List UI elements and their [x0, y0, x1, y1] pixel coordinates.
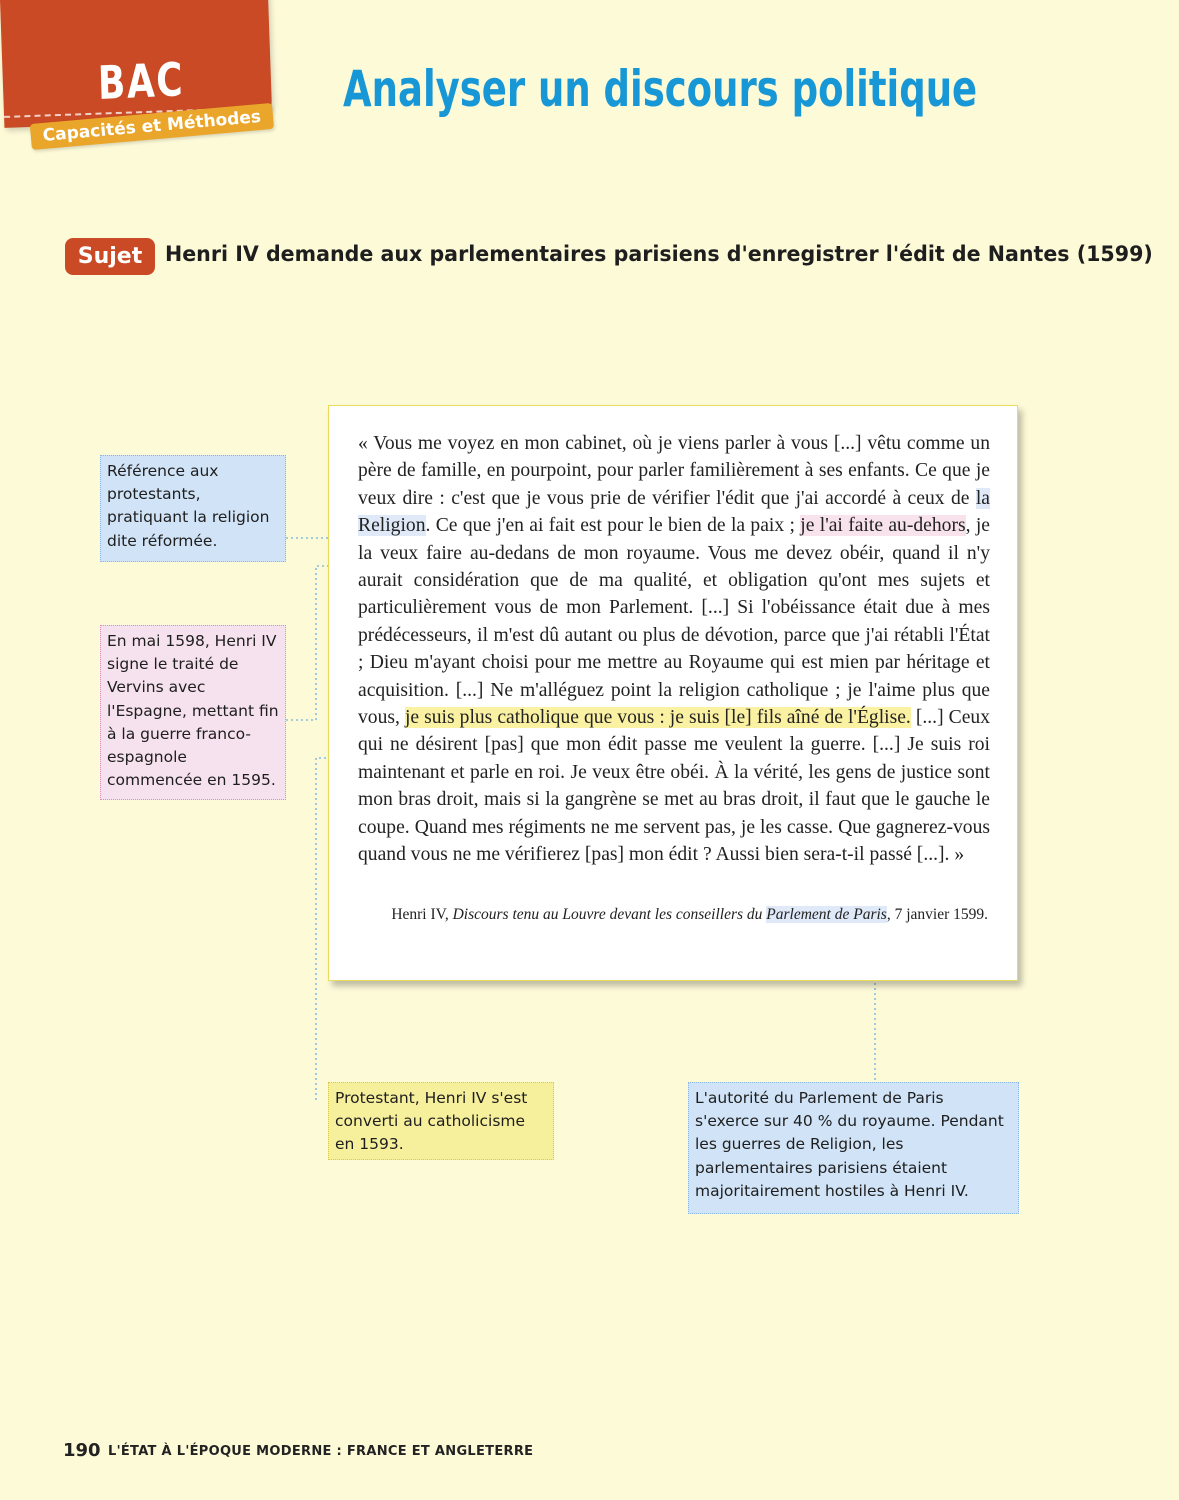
note-vervins: En mai 1598, Henri IV signe le traité de Vervins avec l'Espagne, mettant fin à la guerre franco-espagnole commencée en 1595. — [100, 625, 286, 800]
highlight-dehors: je l'ai faite au-dehors — [800, 515, 966, 537]
highlight-religion: la Religion — [358, 487, 990, 537]
quote-box — [328, 405, 1018, 981]
source-author: Henri IV, — [391, 906, 453, 923]
source-date: , 7 janvier 1599. — [886, 906, 988, 923]
note-parlement: L'autorité du Parlement de Paris s'exerce sur 40 % du royaume. Pendant les guerres de Religion, les parlementaires parisiens étaient majoritairement hostiles à Henri IV. — [688, 1082, 1019, 1214]
methods-ribbon: Capacités et Méthodes — [30, 103, 274, 150]
quote-text — [358, 430, 990, 869]
page-number: 190 — [63, 1440, 101, 1461]
source-title: Discours tenu au Louvre devant les conseillers du — [452, 906, 767, 923]
note-converti: Protestant, Henri IV s'est converti au catholicisme en 1593. — [328, 1082, 554, 1160]
highlight-catholique: je suis plus catholique que vous : je suis [le] fils aîné de l'Église. — [404, 707, 911, 729]
chapter-title: L'ÉTAT À L'ÉPOQUE MODERNE : FRANCE ET ANGLETERRE — [108, 1444, 534, 1459]
page-title: Analyser un discours politique — [343, 60, 978, 118]
bac-label: BAC — [97, 52, 185, 110]
quote-part: , je la veux faire au-dedans de mon royaume. Vous me devez obéir, quand il n'y aurait considération que de ma qualité, et obligation qu'ont mes sujets et particulièrement vous de mon Parlement. [...] Si l'obéissance était due à mes prédécesseurs, il m'est dû autant ou plus de dévotion, parce que j'ai rétabli l'État ; Dieu m'ayant choisi pour me mettre au Royaume qui est mien par héritage et acquisition. [...] Ne m'alléguez point la religion catholique ; je l'aime plus que vous, — [358, 515, 991, 729]
quote-part: . Ce que j'en ai fait est pour le bien de la paix ; — [425, 515, 801, 537]
sujet-title: Henri IV demande aux parlementaires parisiens d'enregistrer l'édit de Nantes (1599) — [165, 242, 1153, 266]
quote-source — [388, 904, 988, 926]
quote-part: [...] Ceux qui ne désirent [pas] que mon édit passe me veulent la guerre. [...] Je suis roi maintenant et parle en roi. Je veux être obéi. À la vérité, les gens de justice sont mon bras droit, mais si la gangrène se met au bras droit, il faut que le gauche le coupe. Quand mes régiments ne me servent pas, je les casse. Que gagnerez-vous quand vous ne me vérifierez [pas] mon édit ? Aussi bien sera-t-il passé [...]. » — [358, 707, 990, 866]
source-parlement: Parlement de Paris — [766, 906, 887, 923]
note-religion: Référence aux protestants, pratiquant la religion dite réformée. — [100, 455, 286, 562]
sujet-badge: Sujet — [65, 238, 155, 275]
quote-part: « Vous me voyez en mon cabinet, où je viens parler à vous [...] vêtu comme un père de famille, en pourpoint, pour parler familièrement à ses enfants. Ce que je veux dire : c'est que je vous prie de vérifier l'édit que j'ai accordé à ceux de — [358, 433, 990, 509]
